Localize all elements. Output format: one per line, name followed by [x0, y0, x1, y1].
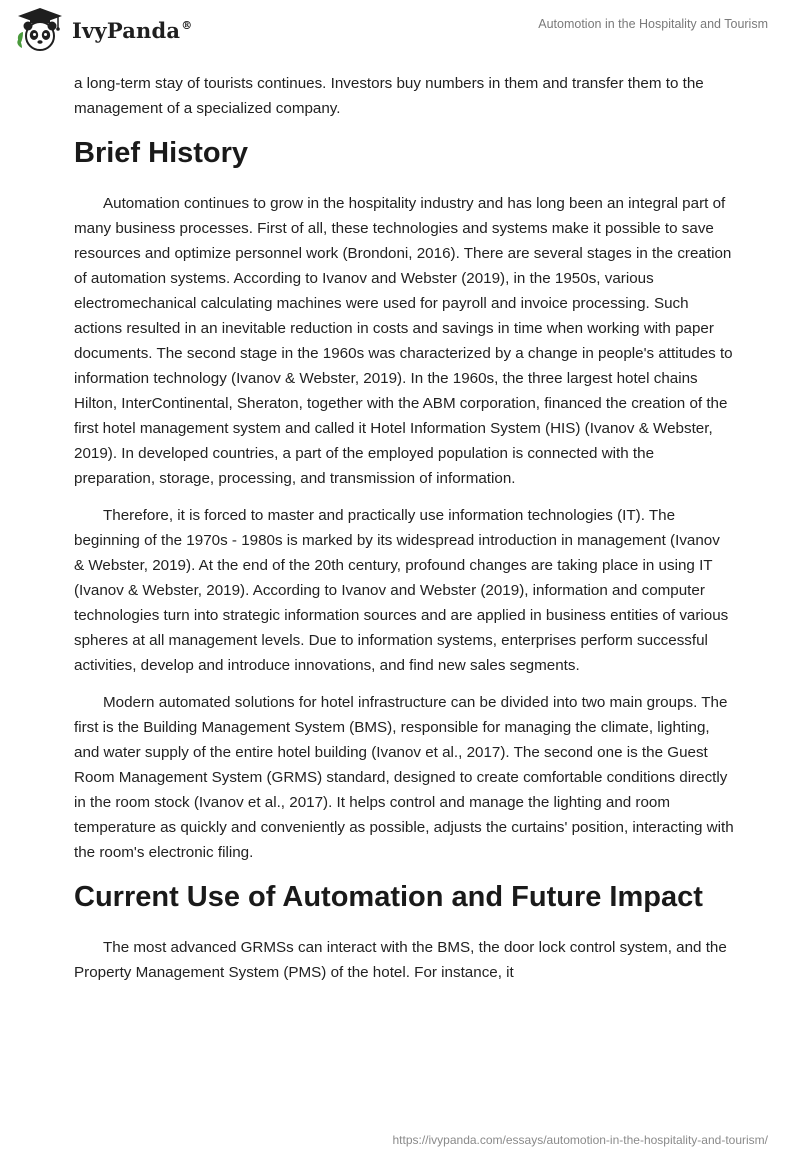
history-paragraph-1: Automation continues to grow in the hospitality industry and has long been an integral part of many business processes. First of all, these technologies and systems make it possible to save resources and optimize personnel work (Brondoni, 2016). There are several stages in the creation of automation systems. According to Ivanov and Webster (2019), in the 1950s, various electromechanical calculating machines were used for payroll and invoice processing. Such actions resulted in an inevitable reduction in costs and savings in time when working with paper documents. The second stage in the 1960s was characterized by a change in people's attitudes to information technology (Ivanov & Webster, 2019). In the 1960s, the three largest hotel chains Hilton, InterContinental, Sheraton, together with the ABM corporation, financed the creation of the first hotel management system and called it Hotel Information System (HIS) (Ivanov & Webster, 2019). In developed countries, a part of the employed population is connected with the preparation, storage, processing, and transmission of information. [74, 195, 733, 487]
logo-text: IvyPanda [72, 17, 181, 43]
document-title: Automotion in the Hospitality and Tourism [538, 17, 768, 31]
panda-graduate-icon [14, 6, 66, 54]
heading-current-use: Current Use of Automation and Future Impact [74, 881, 703, 913]
registered-mark: ® [181, 18, 193, 32]
current-paragraph-1: The most advanced GRMSs can interact with the BMS, the door lock control system, and the Property Management System (PMS) of the hotel. For instance, it [74, 939, 727, 981]
heading-brief-history: Brief History [74, 137, 249, 169]
essay-body [74, 71, 734, 997]
history-paragraph-2: Therefore, it is forced to master and practically use information technologies (IT). The beginning of the 1970s - 1980s is marked by its widespread introduction in management (Ivanov & Webster, 2019). At the end of the 20th century, profound changes are taking place in using IT (Ivanov & Webster, 2019). According to Ivanov and Webster (2019), information and computer technologies turn into strategic information sources and are applied in business entities of various spheres at all management levels. Due to information systems, enterprises perform successful activities, develop and introduce innovations, and find new sales segments. [74, 507, 729, 674]
intro-paragraph: a long-term stay of tourists continues. Investors buy numbers in them and transfer them to the management of a specialized company. [74, 75, 704, 117]
source-url-link[interactable]: https://ivypanda.com/essays/automotion-in-the-hospitality-and-tourism/ [392, 1133, 768, 1147]
logo-wordmark [72, 18, 192, 43]
history-paragraph-3: Modern automated solutions for hotel infrastructure can be divided into two main groups. The first is the Building Management System (BMS), responsible for managing the climate, lighting, and water supply of the entire hotel building (Ivanov et al., 2017). The second one is the Guest Room Management System (GRMS) standard, designed to create comfortable conditions directly in the room stock (Ivanov et al., 2017). It helps control and manage the lighting and room temperature as quickly and conveniently as possible, adjusts the curtains' position, interacting with the room's electronic filing. [74, 694, 734, 861]
ivypanda-logo[interactable] [14, 6, 192, 54]
page-header [0, 0, 800, 60]
